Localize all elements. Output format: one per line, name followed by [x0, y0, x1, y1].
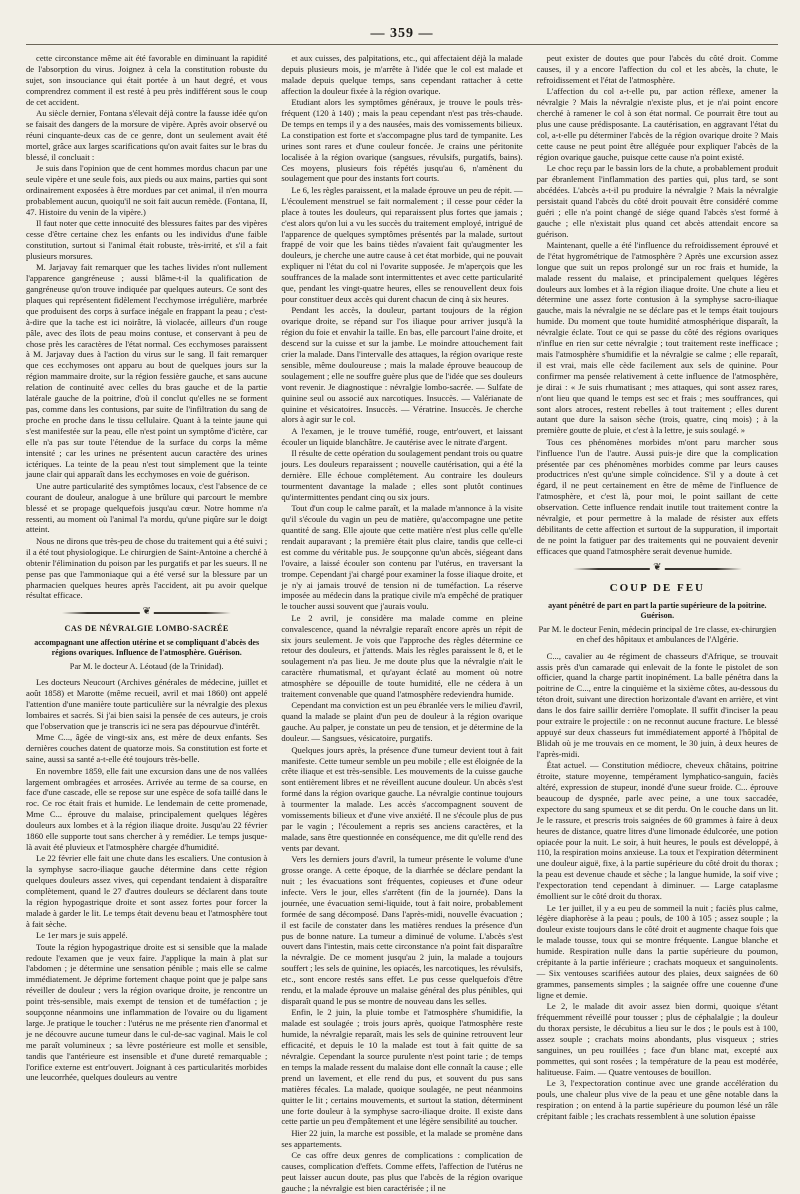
col3-paragraph: Maintenant, quelle a été l'influence du refroidissement éprouvé et de l'état hygrométrique de l'atmosphère ? Après une excursion assez longue que suit un repos prolongé sur un roc frais et humide, la malade ressent du malaise, et principalement quelques légères douleurs aux lombes et à la région iliaque droite. Une chute a lieu et détermine une assez forte contusion à la symphyse sacro-iliaque gauche, mais la névralgie ne se déclare pas et le temps était toujours humide. Du moment que toute humidité atmosphérique disparaît, la névralgie éclate. Tout ce qui se passe du côté des régions ovariques n'influe en rien sur cette névralgie ; tout traitement reste inefficace ; mais l'atmosphère s'humidifie et la névralgie se calme ; elle reparaît, il est vrai, mais elle cède facilement aux sels de quinine. Pour confirmer ma pensée relativement à cette influence de l'atmosphère, je dirai : « Je suis rhumatisant ; mes attaques, qui sont assez rares, n'ont lieu que quand le temps est sec et frais ; mes souffrances, qui sont alors atroces, restent rebelles à tout traitement ; elles durent autant que dure la saison sèche (trois, quatre, cinq mois) ; à la première goutte de pluie, et c'est à la lettre, je suis soulagé. »: [536, 239, 778, 436]
col1-paragraph: M. Jarjavay fait remarquer que les taches livides n'ont nullement l'apparence gangréneuse ; aussi blâme-t-il la qualification de gangréneuse qu'on trouve indiquée par quelques auteurs. Ce sont des plaques qui représentent fidèlement l'ecchymose irrégulière, marbrée que produisent des corps à surface inégale en frappant la peau ; c'est-à-dire que la tache est ici noirâtre, là violacée, ailleurs d'un rouge pâle, avec des îlots de peau moins contuse, et conservant à peu de chose près les caractères de l'état normal. Ces ecchymoses paraissent à M. Jarjavay dues à l'action du virus sur le sang. Il fait remarquer que ces ecchymoses ont apparu au bout de quelques jours sur la région mammaire droite, sur la région fessière gauche, et sans aucune relation de continuité avec celles du bras gauche et de la partie latérale gauche de la poitrine, d'où il conclut qu'elles ne se forment pas, comme dans les contusions, par suite de l'infiltration du sang de proche en proche dans le tissu cellulaire. Quant à la teinte jaune qui s'est manifestée sur la peau, elle n'est point un symptôme d'ictère, car elle n'a pas sur toute l'étendue de la surface du corps la même intensité ; car les urines ne présentent aucun caractère des urines ictériques. La teinte de la peau n'est tout simplement que la teinte jaune clair qui apparaît dans les ecchymoses en voie de guérison.: [26, 262, 268, 480]
section-title: CAS DE NÉVRALGIE LOMBO-SACRÉE: [64, 624, 229, 634]
section-author: Par M. le docteur Fenin, médecin principal de 1re classe, ex-chirurgien en chef des hôpitaux et ambulances de l'Algérie.: [538, 624, 777, 645]
col1-paragraph: Au siècle dernier, Fontana s'élevait déjà contre la fausse idée qu'on se faisait des dangers de la morsure de vipère. Après avoir observé ou réuni cinquante-deux cas de ce genre, dont un seulement avait été mortel, grâce aux larges scarifications qu'on avait faites sur le bras du blessé, il concluait :: [26, 108, 268, 162]
col1-paragraph: Le 22 février elle fait une chute dans les escaliers. Une contusion à la symphyse sacro-iliaque gauche détermine dans cette région quelques douleurs assez vives, qui cependant tendaient à disparaître complètement, quand le 27 d'autres douleurs se déclarent dans toute la région hypogastrique droite et sont assez fortes pour forcer la malade à garder le lit. Le temps était devenu beau et l'atmosphère tout à fait sèche.: [26, 853, 268, 929]
col1-quote: Je suis dans l'opinion que de cent hommes mordus chacun par une seule vipère et une seule fois, aux pieds ou aux mains, parties qui sont ordinairement exposées à être mordues par cet animal, il n'en mourra probablement aucun, quoiqu'il ne soit fait aucun remède. (Fontana, II, 47. Histoire du venin de la vipère.): [26, 163, 268, 217]
col1-paragraph: En novembre 1859, elle fait une excursion dans une de nos vallées largement ombragées et arrosées. Arrivée au terme de sa course, en face d'une cascade, elle se repose sur une espèce de sofa taillé dans le roc. Ce roc était frais et humide. Le lendemain de cette promenade, Mme C... éprouve du malaise, principalement quelques légères douleurs aux lombes et à la région iliaque droite. Jusqu'au 22 février 1860 elle supporte tout sans chercher à y remédier. Le temps jusque-là avait été pluvieux et l'atmosphère chargée d'humidité.: [26, 765, 268, 852]
col1-paragraph: Nous ne dirons que très-peu de chose du traitement qui a été suivi ; il a été tout physiologique. Le chirurgien de Saint-Antoine a cherché à obtenir l'élimination du poison par les purgatifs et par les sueurs. Il ne pense pas que l'ammoniaque qui a été versé sur la blessure par un pharmacien quelques heures après l'accident, ait pu avoir quelque résultat efficace.: [26, 535, 268, 601]
col1-paragraph: Toute la région hypogastrique droite est si sensible que la malade redoute l'examen que je veux faire. J'applique la main à plat sur l'abdomen ; je détermine une sensation pénible ; mais elle se calme immédiatement. Je déprime fortement chaque point que je palpe sans réveiller de douleur ; vers la région ovarique droite, je rencontre un point très-sensible, mais exempt de tension et de tuméfaction ; je soupçonne néanmoins une inflammation de l'ovaire ou du ligament large. Je pratique le toucher : l'utérus ne me présente rien d'anormal et je ne découvre aucune tumeur dans le cul-de-sac vaginal. Mais le col me paraît volumineux ; sa lèvre postérieure est molle et sensible, tandis que l'antérieure est insensible et d'une dureté remarquable ; l'orifice externe est entr'ouvert. Joignant à ces particularités morbides une leucorrhée, quelques douleurs au ventre: [26, 941, 268, 1083]
col1-paragraph: Une autre particularité des symptômes locaux, c'est l'absence de ce courant de douleur, analogue à une brûlure qui parcourt le membre blessé et se propage quelquefois jusqu'au cœur. Notre homme n'a ressenti, au moment où l'animal l'a mordu, qu'une piqûre sur le doigt atteint.: [26, 480, 268, 535]
column-1: [26, 53, 267, 1194]
col2-paragraph: Etudiant alors les symptômes généraux, je trouve le pouls très-fréquent (120 à 140) ; mais la peau cependant n'est pas très-chaude. De temps en temps il y a des nausées, mais des vomissements bilieux. La constipation est forte et s'accompagne plus tard de tympanite. Les urines sont rares et d'une couleur foncée. Je crains une péritonite localisée à la région ovarique (sangsues, révulsifs, purgatifs, bains). Ces moyens, plusieurs fois répétés jusqu'au 6, n'amènent du soulagement que pour des instants fort courts.: [281, 97, 523, 184]
column-2: [281, 53, 522, 1194]
section-title: COUP DE FEU: [609, 581, 705, 594]
col2-paragraph: Le 6, les règles paraissent, et la malade éprouve un peu de répit. — L'écoulement menstruel se fait normalement ; il cesse pour céder la place à toutes les douleurs, qui reparaissent plus fortes que jamais ; c'est alors qu'on lui a vu les succès du traitement employé, intrigué de l'apparence de quelques symptômes présentés par la malade, surtout frappé de voir que les bains tièdes n'avaient fait qu'augmenter les douleurs, je cherche une autre cause à cet état morbide, qui ne pouvait expliquer ni l'état du col ni l'ovarite supposée. Je m'aperçois que les souffrances de la malade sont intermittentes et avec cette particularité que, pendant les vingt-quatre heures, elles se renouvellent deux fois pour constituer deux accès qui durent chacun de cinq à six heures.: [281, 184, 523, 304]
column-3: [537, 53, 778, 1194]
col3-paragraph: peut exister de doutes que pour l'abcès du côté droit. Comme causes, il y a encore l'affection du col et les abcès, la chute, le refroidissement et l'état de l'atmosphère.: [536, 53, 778, 85]
col3-paragraph: État actuel. — Constitution médiocre, cheveux châtains, poitrine étroite, stature moyenne, tempérament lymphatico-sanguin, faciès altéré, expression de stupeur, inondé d'une sueur froide. C... éprouve beaucoup de dyspnée, parle avec peine, a une toux saccadée, expectore du sang spumeux et se dit perdu. On le couche dans un lit. Je le rassure, et prescris trois saignées de 60 grammes à faire à deux heures de distance, quatre litres d'une limonade édulcorée, une potion opiacée pour la nuit. Le soir, à huit heures, le pouls est développé, à 110, la respiration moins anxieuse. La toux et l'expiration déterminent une douleur aiguë, fixe, à la partie supérieure du côté droit du thorax ; la peau est devenue chaude et sèche ; la langue humide, la soif vive ; l'expectoration tend cependant à diminuer. — Large cataplasme émollient sur le côté droit du thorax.: [536, 760, 778, 902]
col1-paragraph: Le 1er mars je suis appelé.: [36, 930, 128, 941]
section-subtitle: ayant pénétré de part en part la partie supérieure de la poitrine. Guérison.: [548, 600, 767, 620]
col1-paragraph: cette circonstance même ait été favorable en diminuant la rapidité de l'absorption du virus. Joignez à cela la constitution robuste du sujet, son insouciance qui était portée à un haut degré, et vous comprendrez comment il est resté à peu près indifférent sous le coup de cet accident.: [26, 53, 268, 107]
section-subtitle: accompagnant une affection utérine et se compliquant d'abcès des régions ovariques. Influence de l'atmosphère. Guérison.: [34, 637, 260, 657]
col3-paragraph: Le choc reçu par le bassin lors de la chute, a probablement produit par ébranlement l'inflammation des parties qui, plus tard, se sont abcédées. L'abcès a-t-il pu produire la névralgie ? Mais la névralgie persistait quand l'abcès du côté droit pouvait être considéré comme guéri ; elle n'a point changé de siége quand l'abcès s'est formé à gauche ; elle n'existait plus quand cet abcès attendait encore sa guérison.: [536, 163, 778, 239]
col3-paragraph: Tous ces phénomènes morbides m'ont paru marcher sous l'influence l'un de l'autre. Aussi puis-je dire que la complication présentée par ces phénomènes morbides comme par leurs causes productrices n'est qu'une simple coïncidence. S'il y a doute à cet égard, il ne peut certainement en être de même de l'influence de l'atmosphère, et c'est là, pour moi, le point saillant de cette observation. Cette influence rendait inutile tout traitement contre la névralgie, et pour permettre à la malade de résister aux effets débilitants de cette affection et surtout de la suppuration, il importait de ne point la fatiguer par des traitements qui ne pouvaient devenir efficaces que quand l'atmosphère serait devenue humide.: [536, 436, 778, 556]
col2-paragraph: Quelques jours après, la présence d'une tumeur devient tout à fait manifeste. Cette tumeur semble un peu mobile ; elle est éloignée de la crête iliaque et est très-sensible. Les mouvements de la cuisse gauche sont entièrement libres et ne réveillent aucune douleur. Un abcès s'est formé dans la région ovarique gauche. La névralgie continue toujours à tourmenter la malade. Les accès s'accompagnent souvent de vomissements bilieux et d'une vive anxiété. Il ne s'écoule plus de pus par le vagin ; l'écoulement a repris ses anciens caractères, et la malade, sans être questionnée en conséquence, me dit qu'elle rend des vents par devant.: [281, 744, 523, 853]
col2-paragraph: et aux cuisses, des palpitations, etc., qui affectaient déjà la malade depuis plusieurs mois, je m'arrête à l'idée que le col est malade et malade depuis quelque temps, sans cependant rattacher à cette affection la douleur fixée à la région ovarique.: [281, 53, 523, 96]
col2-paragraph: Il résulte de cette opération du soulagement pendant trois ou quatre jours. Les douleurs reparaissent ; nouvelle cautérisation, qui a été la dernière. Elle échoue complétement. Au contraire les douleurs tourmentent davantage la malade ; elles sont plutôt continues qu'intermittentes pendant cinq ou six jours.: [281, 448, 523, 502]
col2-paragraph: A l'examen, je le trouve tuméfié, rouge, entr'ouvert, et laissant écouler un liquide blanchâtre. Je cautérise avec le nitrate d'argent.: [281, 425, 523, 447]
col1-paragraph: Les docteurs Neucourt (Archives générales de médecine, juillet et août 1858) et Marotte (même recueil, avril et mai 1860) ont appelé l'attention d'une manière toute particulière sur la névralgie des plexus lombaires et sacrés. Si j'ai bien saisi la pensée de ces auteurs, je crois que l'observation que je transcris ici ne sera pas dépourvue d'intérêt.: [26, 677, 268, 731]
col1-paragraph: Mme C..., âgée de vingt-six ans, est mère de deux enfants. Ses dernières couches datent de quatorze mois. Sa constitution est forte et saine, aussi sa santé a-t-elle été toujours très-belle.: [26, 732, 268, 765]
col3-paragraph: Le 3, l'expectoration continue avec une grande accélération du pouls, une chaleur plus vive de la peau et une gêne notable dans la respiration ; on entend à la partie supérieure du poumon lésé un râle crépitant faible ; les crachats ressemblent à une solution épaisse: [536, 1078, 778, 1121]
col2-paragraph: Pendant les accès, la douleur, partant toujours de la région ovarique droite, se répand sur l'os iliaque pour arriver jusqu'à la région du foie et envahir la taille. En bas, elle parcourt l'aine droite, et descend sur la cuisse et sur la jambe. Le moindre attouchement fait crier la malade. Dans l'intervalle des attaques, la région ovarique reste sensible, même douloureuse ; mais la malade éprouve beaucoup de soulagement ; elle ne souffre guère plus que de l'idée que ses douleurs vont revenir. Je diagnostique : névralgie lombo-sacrée. — Sulfate de quinine seul ou associé aux narcotiques. Insuccès. — Valérianate de quinine et vésicatoires. Insuccès. — Vératrine. Insuccès. Je cherche alors à agir sur le col.: [281, 305, 523, 425]
ornamental-rule: [573, 564, 742, 574]
col1-paragraph: Il faut noter que cette innocuité des blessures faites par des vipères cesse d'être certaine chez les enfants ou les individus d'une faible constitution, surtout si l'animal était robuste, très-irrité, et s'il a fait plusieurs morsures.: [26, 218, 268, 261]
col2-paragraph: Hier 22 juin, la marche est possible, et la malade se promène dans ses appartements.: [281, 1127, 523, 1149]
page-number: — 359 —: [370, 26, 434, 41]
page-header: [26, 24, 778, 45]
text-columns: [26, 53, 778, 1193]
section-author: Par M. le docteur A. Léotaud (de la Trinidad).: [69, 661, 224, 671]
ornamental-rule: [62, 608, 231, 618]
col3-paragraph: L'affection du col a-t-elle pu, par action réflexe, amener la névralgie ? Mais la névralgie n'existe plus, et je n'ai point encore cherché à ramener le col à son état normal. Ce pourrait être tout au plus une cause prédisposante. La cautérisation, en aggravant l'état du col, a-t-elle pu déterminer l'abcès de la région ovarique droite ? Mais cette cause ne peut point être alléguée pour expliquer l'abcès de la région ovarique gauche, puisque cette cause n'a point existé.: [536, 86, 778, 162]
col3-paragraph: Le 1er juillet, il y a eu peu de sommeil la nuit ; faciès plus calme, légère diaphorèse à la peau ; pouls, de 100 à 105 ; assez souple ; la douleur existe toujours dans le côté droit et augmente chaque fois que le malade tousse, toux qui se montre fréquente. Langue blanche et humide. Respiration nulle dans la partie supérieure du poumon, crépitante à la partie inférieure ; crachats moqueux et sanguinolents. — Six ventouses scarifiées autour des plaies, deux saignées de 60 grammes, pansements simples ; la saignée offre une couenne d'une ligne et demie.: [536, 902, 778, 1000]
col2-paragraph: Le 2 avril, je considère ma malade comme en pleine convalescence, quand la névralgie reparaît encore après un répit de six jours seulement. Je vois que l'approche des règles détermine ce retour des douleurs, et j'attends. Mais les règles paraissent le 8, et le soulagement n'a pas lieu. Je me doute plus que la névralgie n'ait le caractère rhumatismal, et qu'ayant éclaté au moment où notre atmosphère se dépouille de toute humidité, elle ne cédera à un traitement convenable que quand l'atmosphère redeviendra humide.: [281, 612, 523, 700]
col2-paragraph: Ce cas offre deux genres de complications : complication de causes, complication d'effets. Comme effets, l'affection de l'utérus ne peut laisser aucun doute, pas plus que l'abcès de la région ovarique gauche ; la névralgie est bien caractérisée ; il ne: [281, 1150, 523, 1193]
col2-paragraph: Cependant ma conviction est un peu ébranlée vers le milieu d'avril, quand la malade se plaint d'un peu de douleur à la région ovarique gauche. Au palper, je constate un peu de tension, et je détermine de la douleur. — Sangsues, vésicatoire, purgatifs.: [281, 700, 523, 744]
col3-paragraph: Le 2, le malade dit avoir assez bien dormi, quoique s'étant fréquemment réveillé pour tousser ; plus de céphalalgie ; la douleur du thorax persiste, le décubitus a lieu sur le dos ; le pouls est à 100, assez souple ; crachats moins abondants, plus visqueux ; stries sanguines, un peu rouillées ; face d'un blanc mat, excepté aux pommettes, qui sont rosées ; la température de la peau est modérée, halitueuse. Faim. — Quatre ventouses de bouillon.: [536, 1001, 778, 1077]
col2-paragraph: Vers les derniers jours d'avril, la tumeur présente le volume d'une grosse orange. A cette époque, de la diarrhée se déclare pendant la nuit ; les évacuations sont fréquentes, copieuses et d'une odeur infecte. Vers le jour, elles s'arrêtent (fin de la journée). Dans la journée, une évacuation semi-liquide, tout à fait noire, probablement formée de sang décomposé. Dans l'après-midi, nouvelle évacuation ; il est facile de constater dans les matières rendues la présence d'un pus de bonne nature. La tumeur a diminué de volume. L'abcès s'est ouvert dans l'intestin, mais cette circonstance n'a point fait disparaître la névralgie. De ce moment jusqu'au 2 juin, la malade a toujours souffert ; les sels de quinine, les opiacés, les narcotiques, les révulsifs, etc., sont encore restés sans effet. Le pus cesse quelquefois d'être rendu, et la malade éprouve un malaise général des plus pénibles, qui disparaît quand le pus se montre de nouveau dans les selles.: [281, 854, 523, 1006]
col2-paragraph: Tout d'un coup le calme paraît, et la malade m'annonce à la visite qu'il s'écoule du vagin un peu de matière, qu'accompagne une petite quantité de sang. Elle ajoute que cette matière n'est plus celle qu'elle rendait auparavant ; la première était plus claire, tandis que celle-ci est comme du véritable pus. Je soupçonne qu'un abcès, siégeant dans l'ovaire, a laissé écouler son contenu par l'utérus, en traversant la trompe. Cependant j'ai chargé pour examiner la fosse iliaque droite, et je n'y ai jamais trouvé de tension ni de tuméfaction. La réserve imposée au médecin dans la pratique civile m'a empêché de pratiquer le toucher aussi souvent que j'aurais voulu.: [281, 503, 523, 612]
col2-paragraph: Enfin, le 2 juin, la pluie tombe et l'atmosphère s'humidifie, la malade est soulagée ; trois jours après, quoique l'atmosphère reste humide, la névralgie reparaît, mais les sels de quinine retrouvent leur efficacité, et depuis le 10 la malade est tout à fait quitte de sa névralgie. Cependant la source purulente n'est point tarie ; de temps en temps la malade ressent du malaise dont elle connaît la cause ; elle prend un lavement, et elle rend du pus, et souvent du pus sans matières fécales. La malade, quoique soulagée, ne peut néanmoins quitter le lit ; certains mouvements, et surtout la station, déterminent une forte douleur à la symphyse sacro-iliaque droite. Il existe dans cette partie un peu d'empâtement et une légère sensibilité au toucher.: [281, 1007, 523, 1127]
col3-paragraph: C..., cavalier au 4e régiment de chasseurs d'Afrique, se trouvait assis près d'un camarade qui enlevait de la fonte le pistolet de son officier, quand la charge partit inopinément. La balle pénétra dans la poitrine de C..., entre la cinquième et la sixième côtes, au-dessous du téton droit, suivant une direction horizontale d'avant en arrière, et vint dans le dos faire saillir derrière l'omoplate. Il suffit d'inciser la peau pour extraire le projectile : on ne reconnut aucune fracture. Le blessé appuyé sur deux chasseurs fut immédiatement apporté à l'hôpital de Blidah où je me trouvais en ce moment, le 30 juin, à deux heures de l'après-midi.: [536, 650, 778, 759]
